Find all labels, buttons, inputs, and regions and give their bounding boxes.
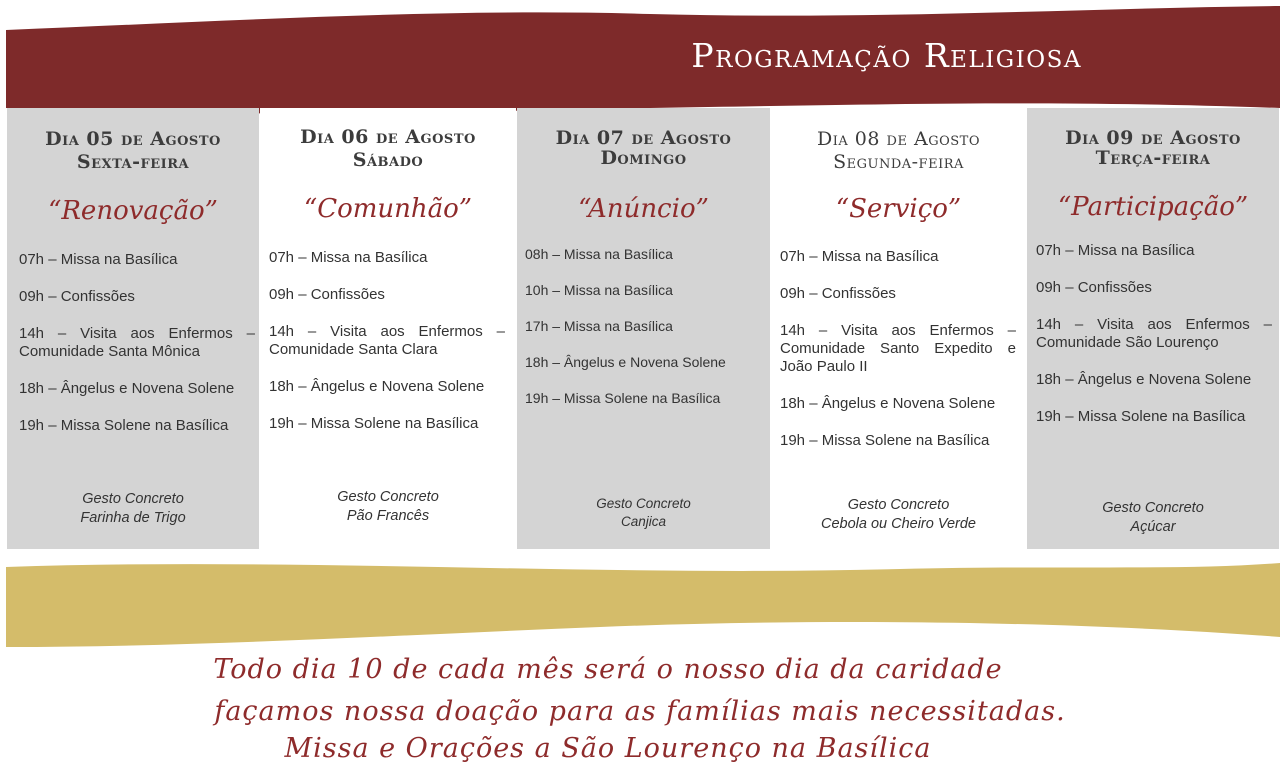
gesto-concreto [1027,499,1279,537]
day-column-08 [771,108,1026,549]
schedule-item: 19h – Missa Solene na Basílica [1036,408,1246,425]
schedule-item: 08h – Missa na Basílica [525,246,673,262]
page-title: Programação Religiosa [691,36,1082,75]
gesto-concreto [7,490,259,528]
schedule-item: 07h – Missa na Basílica [1036,242,1195,259]
schedule-item: 14h – Visita aos Enfermos – Comunidade Santa Clara [269,323,505,358]
gesto-concreto [260,488,516,526]
day-weekday: Domingo [600,147,687,169]
day-column-09 [1027,108,1279,549]
schedule-item: 18h – Ângelus e Novena Solene [19,380,235,397]
schedule-item: 19h – Missa Solene na Basílica [19,417,229,434]
gesto-label: Gesto Concreto [596,496,691,511]
gesto-concreto [771,496,1026,534]
day-heading [260,126,516,172]
schedule-list [19,251,255,454]
schedule-item: 09h – Confissões [1036,279,1152,296]
day-column-07 [517,108,770,549]
schedule-list [1036,242,1272,445]
schedule-item: 09h – Confissões [19,288,135,305]
day-date: Dia 05 de Agosto [45,128,221,150]
day-heading [517,128,770,168]
schedule-item: 14h – Visita aos Enfermos – Comunidade São Lourenço [1036,316,1272,351]
day-date: Dia 08 de Agosto [817,128,980,150]
day-theme: “Anúncio” [578,194,709,224]
schedule-item: 18h – Ângelus e Novena Solene [780,395,996,412]
day-theme: “Renovação” [48,196,218,226]
gesto-item: Açúcar [1130,519,1176,535]
gesto-item: Canjica [620,514,667,529]
gesto-label: Gesto Concreto [82,491,184,507]
day-theme: “Comunhão” [303,194,473,224]
footer-line-1: Todo dia 10 de cada mês será o nosso dia da caridade [213,654,1003,685]
schedule-item: 19h – Missa Solene na Basílica [780,432,990,449]
day-column-06 [260,108,516,549]
schedule-item: 14h – Visita aos Enfermos – Comunidade Santo Expedito e João Paulo II [780,322,1016,375]
schedule-item: 18h – Ângelus e Novena Solene [269,378,485,395]
schedule-item: 18h – Ângelus e Novena Solene [525,354,726,370]
header-banner [0,0,1280,120]
day-theme: “Participação” [1057,192,1249,222]
day-date: Dia 07 de Agosto [555,127,732,149]
gesto-label: Gesto Concreto [847,497,950,513]
schedule-item: 17h – Missa na Basílica [525,318,673,334]
day-weekday: Segunda-feira [833,151,964,173]
footer-line-2: façamos nossa doação para as famílias mais necessitadas. [214,696,1066,727]
schedule-list [269,249,505,452]
gesto-item: Pão Francês [346,508,430,524]
day-date: Dia 09 de Agosto [1065,127,1241,149]
day-weekday: Sábado [352,149,424,171]
schedule-list [525,245,763,425]
day-column-05 [7,108,259,549]
schedule-list [780,248,1016,469]
gesto-concreto [517,495,770,531]
day-heading [7,128,259,174]
day-weekday: Sexta-feira [76,151,190,173]
day-theme: “Serviço” [835,194,962,224]
schedule-item: 18h – Ângelus e Novena Solene [1036,371,1252,388]
day-weekday: Terça-feira [1095,147,1211,169]
schedule-item: 07h – Missa na Basílica [269,249,428,266]
schedule-item: 07h – Missa na Basílica [19,251,178,268]
schedule-item: 07h – Missa na Basílica [780,248,939,265]
gesto-label: Gesto Concreto [337,489,439,505]
day-heading [1027,128,1279,168]
schedule-item: 14h – Visita aos Enfermos – Comunidade Santa Mônica [19,325,255,360]
footer-line-3: Missa e Orações a São Lourenço na Basílica [284,733,932,764]
gesto-label: Gesto Concreto [1102,500,1204,516]
gold-wave-band [0,555,1280,655]
gesto-item: Cebola ou Cheiro Verde [820,516,977,532]
day-heading [771,128,1026,174]
schedule-item: 19h – Missa Solene na Basílica [269,415,479,432]
schedule-item: 19h – Missa Solene na Basílica [525,390,721,406]
schedule-item: 09h – Confissões [269,286,385,303]
gesto-item: Farinha de Trigo [80,510,186,526]
day-date: Dia 06 de Agosto [300,126,476,148]
schedule-item: 09h – Confissões [780,285,896,302]
schedule-item: 10h – Missa na Basílica [525,282,673,298]
